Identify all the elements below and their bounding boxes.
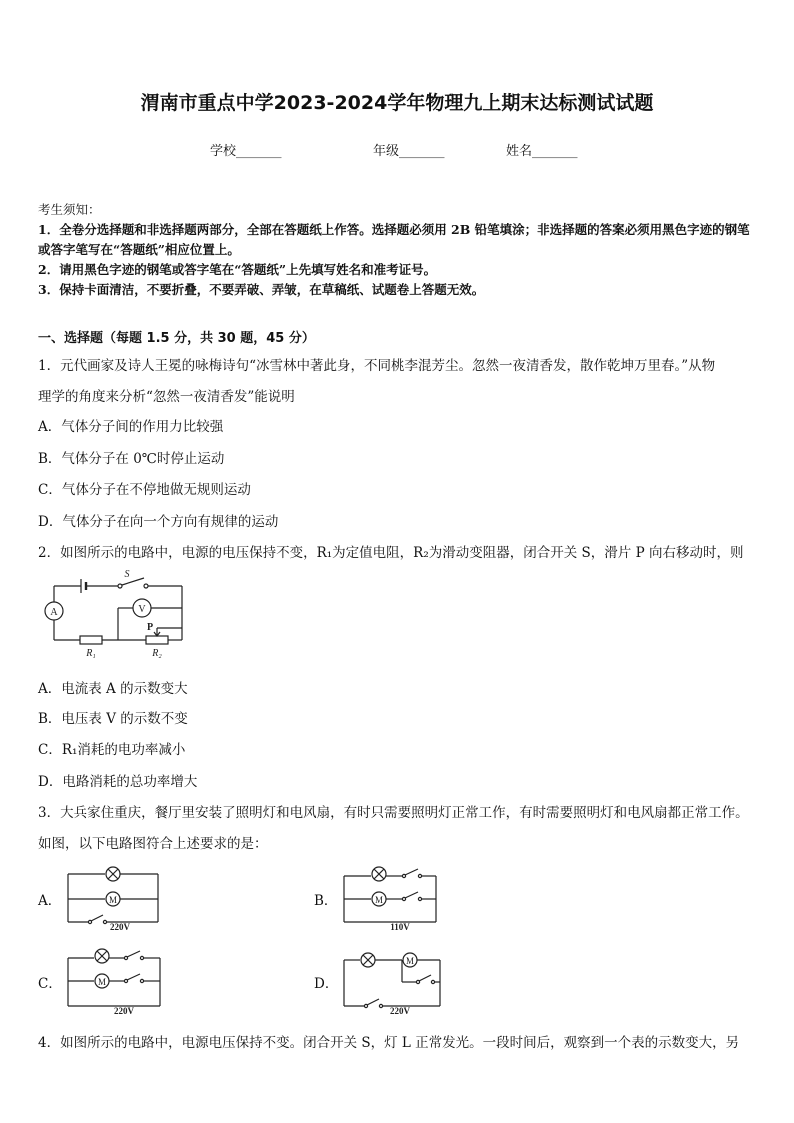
q1-option-c: C．气体分子在不停地做无规则运动 — [38, 482, 251, 498]
notice-item: 2．请用黑色字迹的钢笔或答字笔在“答题纸”上先填写姓名和准考证号。 — [38, 262, 437, 277]
voltage-label: 220V — [114, 1006, 134, 1016]
q3-option-d-label: D． — [314, 976, 339, 992]
school-field: 学校_______ — [210, 144, 282, 159]
q4-stem: 4．如图所示的电路中，电源电压保持不变。闭合开关 S，灯 L 正常发光。一段时间后，观察到一个表的示数变大，另 — [38, 1035, 740, 1051]
notice-block — [38, 200, 758, 300]
q3-circuit-b — [336, 862, 444, 932]
q2-option-b: B．电压表 V 的示数不变 — [38, 711, 188, 727]
motor-label: M — [108, 895, 118, 905]
q3-stem-cont: 如图，以下电路图符合上述要求的是： — [38, 836, 268, 852]
motor-label: M — [405, 956, 415, 966]
name-field: 姓名_______ — [506, 144, 578, 159]
motor-label: M — [97, 977, 107, 987]
slider-label: P — [146, 622, 154, 633]
q1-stem-cont: 理学的角度来分析“忽然一夜清香发”能说明 — [38, 389, 295, 405]
q3-option-a-label: A． — [38, 893, 62, 909]
q3-circuit-a — [60, 862, 165, 932]
switch-label: S — [124, 569, 130, 580]
voltage-label: 110V — [390, 922, 410, 932]
notice-item: 3．保持卡面清洁，不要折叠，不要弄破、弄皱，在草稿纸、试题卷上答题无效。 — [38, 282, 485, 297]
section-heading: 一、选择题（每题 1.5 分，共 30 题，45 分） — [38, 331, 315, 346]
q2-option-c: C．R₁消耗的电功率减小 — [38, 742, 186, 758]
q2-circuit-diagram — [36, 566, 196, 660]
q3-stem: 3．大兵家住重庆，餐厅里安装了照明灯和电风扇，有时只需要照明灯正常工作，有时需要照明灯和电风扇都正常工作。 — [38, 805, 749, 821]
q3-circuit-d — [336, 944, 448, 1016]
r2-label: R₂ — [152, 648, 162, 659]
ammeter-label: A — [50, 607, 58, 618]
q2-option-a: A．电流表 A 的示数变大 — [38, 681, 188, 697]
r1-label: R₁ — [86, 648, 96, 659]
q2-stem: 2．如图所示的电路中，电源的电压保持不变，R₁为定值电阻，R₂为滑动变阻器，闭合开关 S，滑片 P 向右移动时，则 — [38, 545, 744, 561]
q3-circuit-c — [60, 944, 168, 1016]
voltmeter-label: V — [138, 604, 146, 615]
grade-field: 年级_______ — [373, 144, 445, 159]
q3-option-c-label: C． — [38, 976, 62, 992]
motor-label: M — [374, 895, 384, 905]
q1-option-b: B．气体分子在 0℃时停止运动 — [38, 451, 225, 467]
q1-option-d: D．气体分子在向一个方向有规律的运动 — [38, 514, 279, 530]
notice-item: 1．全卷分选择题和非选择题两部分，全部在答题纸上作答。选择题必须用 2B 铅笔填涂；非选择题的答案必须用黑色字迹的钢笔或答字笔写在“答题纸”相应位置上。 — [38, 222, 750, 257]
page-title: 渭南市重点中学2023-2024学年物理九上期末达标测试试题 — [140, 92, 654, 114]
q1-option-a: A．气体分子间的作用力比较强 — [38, 419, 224, 435]
notice-heading: 考生须知： — [38, 202, 101, 217]
q2-option-d: D．电路消耗的总功率增大 — [38, 774, 198, 790]
q1-stem: 1．元代画家及诗人王冕的咏梅诗句“冰雪林中著此身，不同桃李混芳尘。忽然一夜清香发，散作乾坤万里春。”从物 — [38, 358, 716, 374]
q3-option-b-label: B． — [314, 893, 338, 909]
voltage-label: 220V — [390, 1006, 410, 1016]
voltage-label: 220V — [110, 922, 130, 932]
